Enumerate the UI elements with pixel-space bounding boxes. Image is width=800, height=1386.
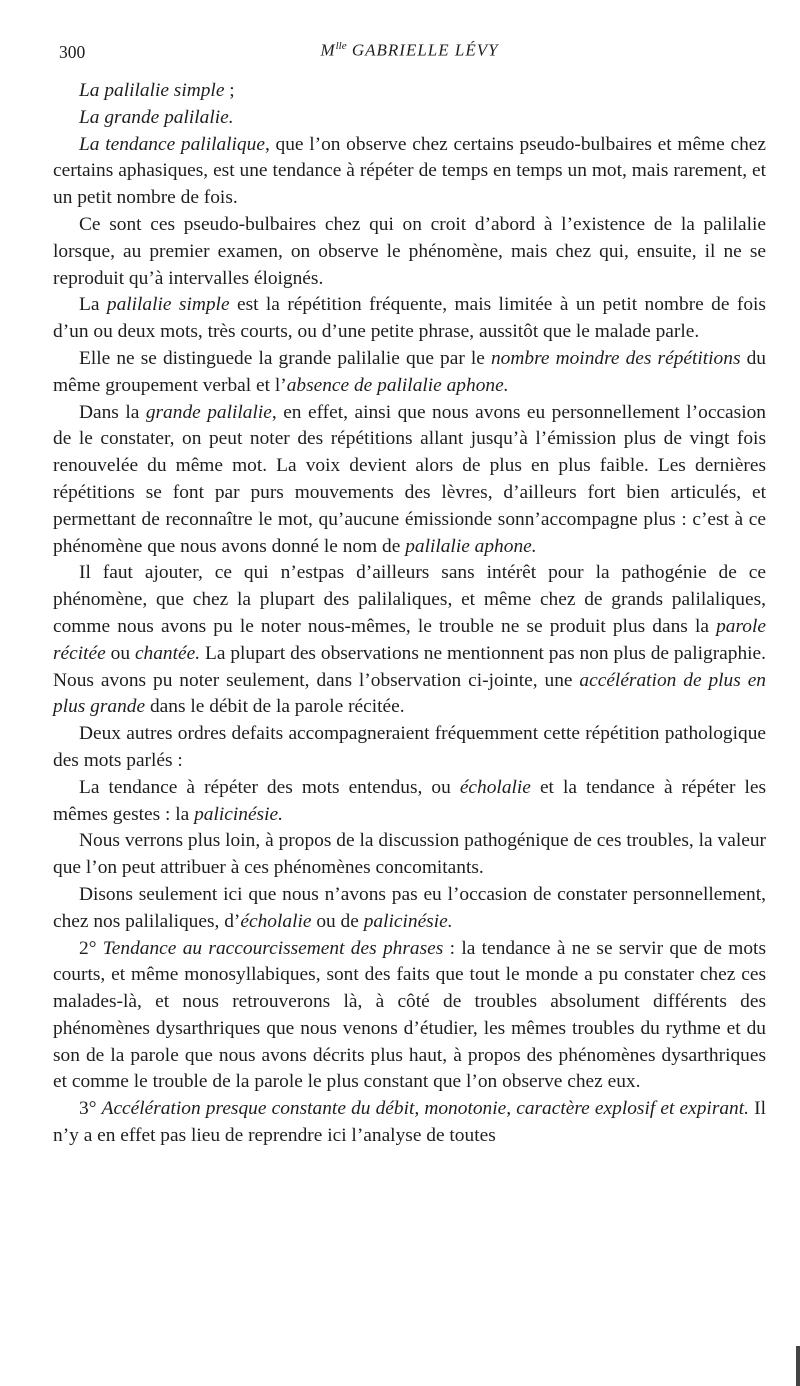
body-text	[53, 78, 766, 1150]
paragraph	[53, 828, 766, 882]
text-run: ou de	[311, 910, 364, 932]
text-run: Elle ne se distinguede la grande palilalie que par le	[79, 347, 491, 369]
text-run: La	[79, 294, 107, 316]
italic-text: écholalie	[459, 776, 531, 798]
author-sup: lle	[335, 40, 347, 52]
text-run: La tendance à répéter des mots entendus, ou	[79, 776, 460, 798]
text-run: Il faut ajouter, ce qui n’estpas d’ailleurs sans intérêt pour la pathogénie de ce phénomène, que chez la plupart des palilaliques, et même chez de grands palilaliques, comme nous avons pu le noter nous-mêmes, le trouble ne se produit plus dans la	[53, 562, 766, 637]
italic-text: parole récitée	[53, 615, 766, 664]
text-run: , en effet, ainsi que nous avons eu personnellement l’occasion de le constater, on peut noter des répétitions allant jusqu’à l’émission plus de vingt fois renouvelée du même mot. La voix devient alors de plus en plus faible. Les dernières répétitions se font par purs mouvements des lèvres, d’ailleurs fort bien articulés, et permettant de reconnaître le mot, qu’aucune émissionde sonn’accompagne plus : c’est à ce phénomène que nous avons donné le nom de	[53, 401, 766, 557]
paragraph	[53, 105, 766, 132]
page-header	[53, 36, 766, 66]
text-run: Disons seulement ici que nous n’avons pas eu l’occasion de constater personnellement, chez nos palilaliques, d’	[53, 883, 766, 932]
paragraph	[53, 721, 766, 775]
text-run: ;	[224, 80, 235, 101]
text-run: et la tendance à répéter les mêmes gestes : la	[53, 776, 767, 825]
paragraph	[53, 292, 766, 346]
page-number: 300	[59, 42, 86, 62]
author-prefix: M	[320, 40, 336, 60]
italic-text: Tendance au raccourcissement des phrases	[102, 937, 444, 959]
text-run: : la tendance à ne se servir que de mots courts, et même monosyllabiques, sont des faits que tout le monde a pu constater chez ces malades-là, et nous retrouverons là, à côté de troubles absolument différents des phénomènes dysarthriques que nous venons d’étudier, les mêmes troubles du rythme et du son de la parole que nous avons décrits plus haut, à propos des phénomènes dysarthriques et comme le trouble de la parole le plus constant que l’on observe chez eux.	[53, 937, 766, 1093]
text-run: Ce sont ces pseudo-bulbaires chez qui on croit d’abord à l’existence de la palilalie lorsque, au premier examen, on observe le phénomène, mais chez qui, ensuite, il ne se reproduit qu’à intervalles éloignés.	[53, 213, 766, 289]
italic-text: écholalie	[240, 910, 312, 932]
text-run: dans le débit de la parole récitée.	[145, 696, 405, 718]
text-run: Deux autres ordres defaits accompagneraient fréquemment cette répétition pathologique des mots parlés :	[53, 723, 766, 771]
italic-text: palicinésie.	[363, 910, 453, 932]
page-edge-mark	[796, 1346, 800, 1386]
italic-text: La tendance palilalique	[79, 133, 265, 155]
paragraph	[53, 936, 766, 1097]
paragraph	[53, 775, 766, 829]
paragraph	[53, 132, 766, 212]
italic-text: palilalie simple	[106, 294, 230, 316]
paragraph	[53, 78, 766, 105]
italic-text: La palilalie simple	[79, 80, 225, 101]
italic-text: La grande palilalie.	[79, 106, 234, 128]
italic-text: palicinésie.	[194, 803, 283, 825]
paragraph	[53, 882, 766, 936]
text-run: est la répétition fréquente, mais limitée à un petit nombre de fois d’un ou deux mots, très courts, ou d’une petite phrase, aussitôt que le malade parle.	[53, 294, 766, 343]
text-run: 2°	[79, 937, 103, 959]
paragraph	[53, 346, 766, 400]
italic-text: chantée.	[134, 642, 201, 664]
paragraph	[53, 1096, 766, 1150]
text-run: du même groupement verbal et l’	[53, 347, 766, 396]
text-run: La plupart des observations ne mentionnent pas non plus de paligraphie. Nous avons pu noter seulement, dans l’observation ci-jointe, une	[53, 642, 766, 691]
italic-text: palilalie aphone.	[405, 535, 537, 557]
running-head	[53, 40, 766, 61]
text-run: Il n’y a en effet pas lieu de reprendre ici l’analyse de toutes	[53, 1098, 766, 1147]
text-run: Nous verrons plus loin, à propos de la discussion pathogénique de ces troubles, la valeur que l’on peut attribuer à ces phénomènes concomitants.	[53, 830, 766, 879]
italic-text: grande palilalie	[145, 401, 272, 423]
paragraph	[53, 560, 766, 721]
paragraph	[53, 400, 766, 561]
italic-text: Accélération presque constante du débit, monotonie, caractère explosif et expirant.	[101, 1098, 749, 1120]
paragraph	[53, 212, 766, 292]
italic-text: accélération de plus en plus grande	[53, 669, 767, 718]
text-run: ou	[105, 642, 135, 664]
author-name: GABRIELLE LÉVY	[351, 40, 499, 60]
text-run: , que l’on observe chez certains pseudo-bulbaires et même chez certains aphasiques, est une tendance à répéter de temps en temps un mot, mais rarement, et un petit nombre de fois.	[53, 133, 766, 209]
text-run: Dans la	[79, 401, 146, 423]
text-run: 3°	[79, 1098, 102, 1120]
italic-text: absence de palilalie aphone.	[286, 374, 509, 396]
italic-text: nombre moindre des répétitions	[490, 347, 741, 369]
